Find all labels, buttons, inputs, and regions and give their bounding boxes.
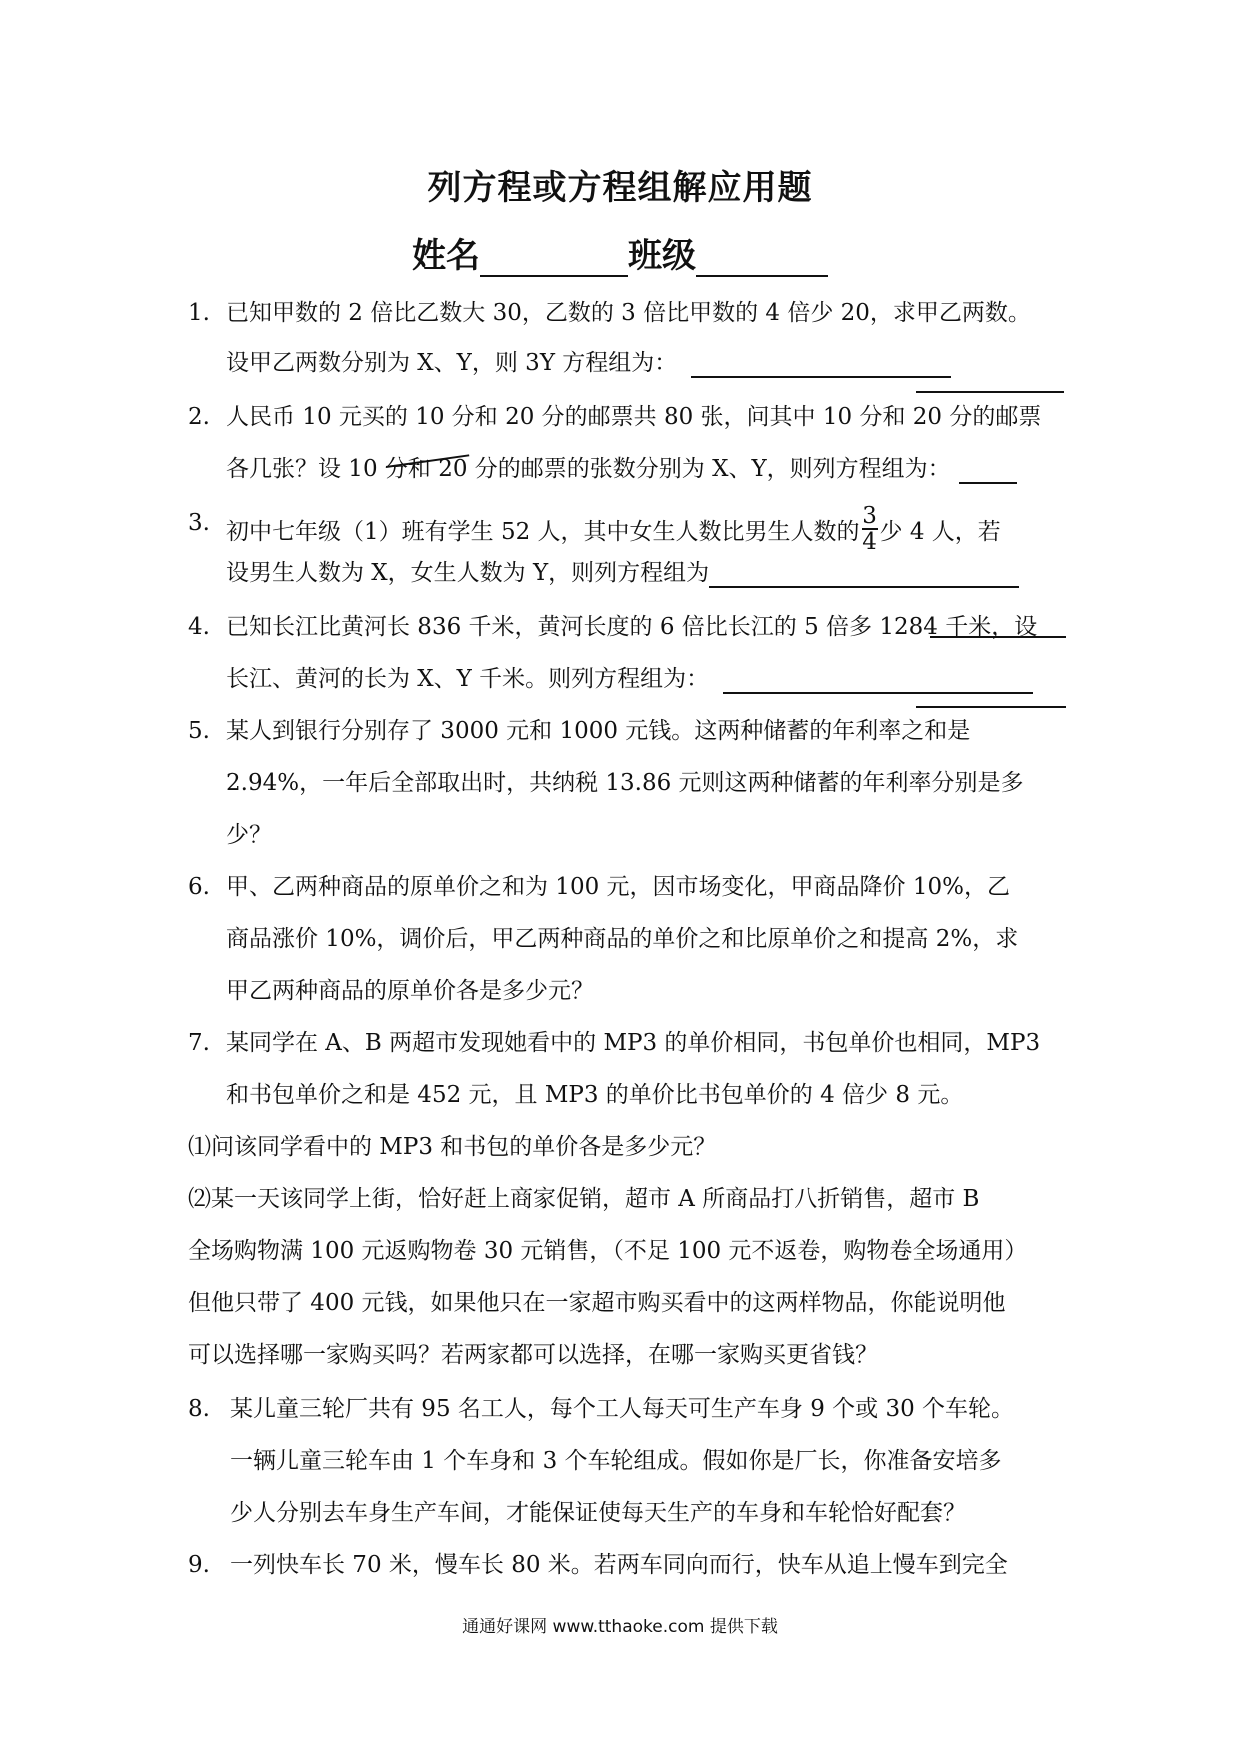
question-number: 9. bbox=[188, 1552, 210, 1578]
question-4-line-1: 已知长江比黄河长 836 千米，黄河长度的 6 倍比长江的 5 倍多 1284 千米，设 bbox=[226, 614, 1038, 640]
question-7-part-1: ⑴问该同学看中的 MP3 和书包的单价各是多少元？ bbox=[188, 1134, 717, 1160]
stray-line bbox=[916, 706, 1066, 708]
question-1-line-2: 设甲乙两数分别为 X、Y，则 3Y 方程组为： bbox=[226, 348, 951, 378]
question-2-line-1: 人民币 10 元买的 10 分和 20 分的邮票共 80 张，问其中 10 分和 20 分的邮票 bbox=[226, 404, 1042, 430]
answer-blank bbox=[691, 352, 951, 378]
question-3-line-2: 设男生人数为 X，女生人数为 Y，则列方程组为 bbox=[226, 558, 1019, 588]
question-5-line-1: 某人到银行分别存了 3000 元和 1000 元钱。这两种储蓄的年利率之和是 bbox=[226, 718, 971, 744]
question-number: 1. bbox=[188, 300, 210, 326]
fraction-denominator: 4 bbox=[862, 529, 877, 555]
question-number: 4. bbox=[188, 614, 210, 640]
answer-blank bbox=[723, 668, 1033, 694]
question-number: 8. bbox=[188, 1396, 210, 1422]
question-number: 3. bbox=[188, 510, 210, 536]
question-number: 5. bbox=[188, 718, 210, 744]
question-2-line-2: 各几张？设 10 分和 20 分的邮票的张数分别为 X、Y，则列方程组为： bbox=[226, 454, 1017, 484]
question-7-part-2-line-1: ⑵某一天该同学上街，恰好赶上商家促销，超市 A 所商品打八折销售，超市 B bbox=[188, 1186, 980, 1212]
fraction-numerator: 3 bbox=[862, 503, 877, 529]
question-number: 7. bbox=[188, 1030, 210, 1056]
fraction bbox=[862, 504, 878, 554]
name-blank bbox=[480, 241, 628, 277]
question-8-line-1: 某儿童三轮厂共有 95 名工人，每个工人每天可生产车身 9 个或 30 个车轮。 bbox=[230, 1396, 1015, 1422]
question-9-line-1: 一列快车长 70 米，慢车长 80 米。若两车同向而行，快车从追上慢车到完全 bbox=[230, 1552, 1008, 1578]
question-number: 2. bbox=[188, 404, 210, 430]
answer-blank bbox=[709, 562, 1019, 588]
question-3-line-1: 初中七年级（1）班有学生 52 人，其中女生人数比男生人数的 $\frac{3}{4}$ 少 4 人，若 bbox=[226, 503, 1001, 555]
question-5-line-2: 2.94%，一年后全部取出时，共纳税 13.86 元则这两种储蓄的年利率分别是多 bbox=[226, 770, 1024, 796]
question-6-line-3: 甲乙两种商品的原单价各是多少元？ bbox=[226, 978, 594, 1004]
stray-line bbox=[930, 636, 1066, 638]
question-7-line-1: 某同学在 A、B 两超市发现她看中的 MP3 的单价相同，书包单价也相同，MP3 bbox=[226, 1030, 1041, 1056]
class-blank bbox=[696, 241, 828, 277]
answer-blank bbox=[959, 458, 1017, 484]
question-8-line-3: 少人分别去车身生产车间，才能保证使每天生产的车身和车轮恰好配套？ bbox=[230, 1500, 966, 1526]
name-class-row bbox=[0, 228, 1240, 277]
name-label: 姓名 bbox=[412, 236, 480, 276]
question-5-line-3: 少？ bbox=[226, 822, 272, 848]
question-7-part-2-line-2: 全场购物满 100 元返购物卷 30 元销售，（不足 100 元不返卷，购物卷全场通用） bbox=[188, 1238, 1028, 1264]
question-number: 6. bbox=[188, 874, 210, 900]
question-4-line-2: 长江、黄河的长为 X、Y 千米。则列方程组为： bbox=[226, 664, 1033, 694]
question-7-part-2-line-4: 可以选择哪一家购买吗？若两家都可以选择，在哪一家购买更省钱？ bbox=[188, 1342, 878, 1368]
page-title: 列方程或方程组解应用题 bbox=[427, 168, 813, 208]
stray-line bbox=[916, 391, 1064, 393]
question-6-line-1: 甲、乙两种商品的原单价之和为 100 元，因市场变化，甲商品降价 10%，乙 bbox=[226, 874, 1010, 900]
question-8-line-2: 一辆儿童三轮车由 1 个车身和 3 个车轮组成。假如你是厂长，你准备安培多 bbox=[230, 1448, 1002, 1474]
question-1-line-1: 已知甲数的 2 倍比乙数大 30，乙数的 3 倍比甲数的 4 倍少 20，求甲乙两数。 bbox=[226, 300, 1031, 326]
question-7-line-2: 和书包单价之和是 452 元，且 MP3 的单价比书包单价的 4 倍少 8 元。 bbox=[226, 1082, 964, 1108]
class-label: 班级 bbox=[628, 236, 696, 276]
question-6-line-2: 商品涨价 10%，调价后，甲乙两种商品的单价之和比原单价之和提高 2%，求 bbox=[226, 926, 1019, 952]
page-footer: 通通好课网 www.tthaoke.com 提供下载 bbox=[462, 1617, 778, 1637]
question-7-part-2-line-3: 但他只带了 400 元钱，如果他只在一家超市购买看中的这两样物品，你能说明他 bbox=[188, 1290, 1006, 1316]
